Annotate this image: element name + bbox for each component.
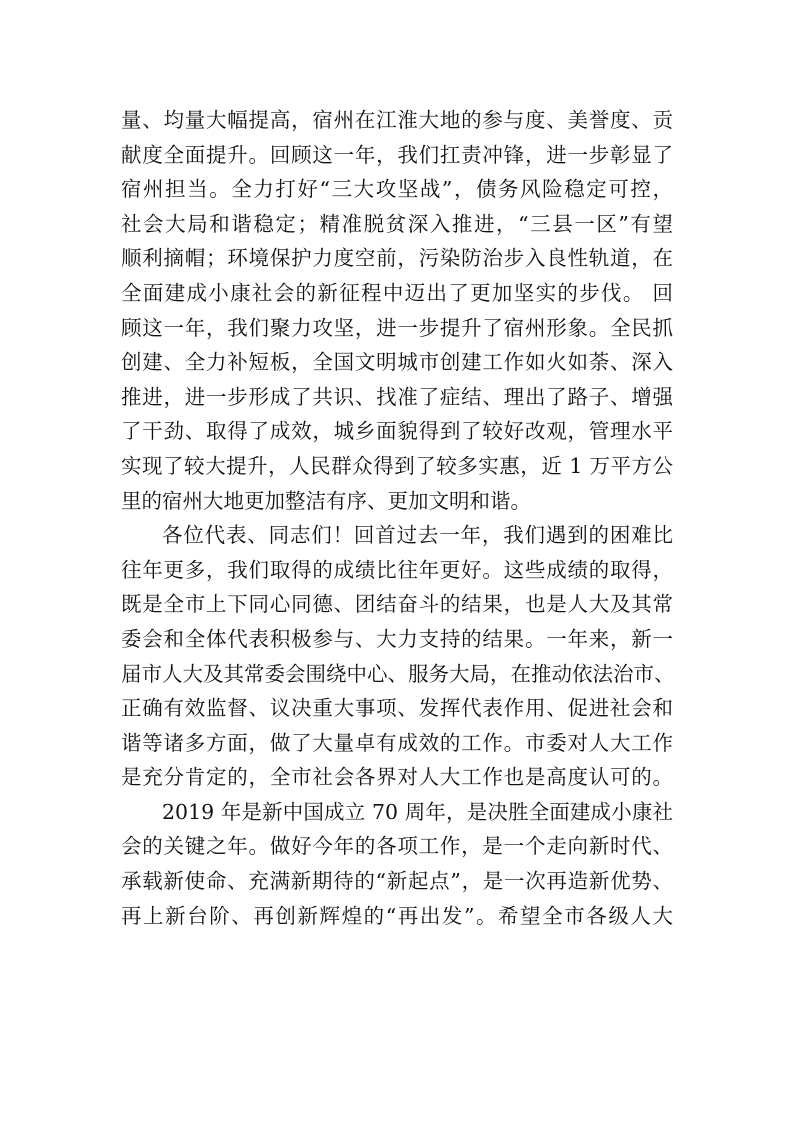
text-line: 届市人大及其常委会围绕中心、服务大局，在推动依法治市、 (121, 661, 675, 686)
text-line: 顺利摘帽；环境保护力度空前，污染防治步入良性轨道，在 (121, 246, 673, 271)
text-line: 委会和全体代表积极参与、大力支持的结果。一年来，新一 (121, 626, 673, 651)
text-line: 是充分肯定的，全市社会各界对人大工作也是高度认可的。 (121, 765, 673, 790)
text-line: 献度全面提升。回顾这一年，我们扛责冲锋，进一步彰显了 (121, 142, 673, 167)
text-line: 往年更多，我们取得的成绩比往年更好。这些成绩的取得， (121, 557, 673, 582)
text-line: 承载新使命、充满新期待的“新起点”，是一次再造新优势、 (121, 869, 673, 894)
text-line: 全面建成小康社会的新征程中迈出了更加坚实的步伐。 回 (121, 280, 673, 305)
text-line: 既是全市上下同心同德、团结奋斗的结果，也是人大及其常 (121, 592, 673, 617)
text-line: 了干劲、取得了成效，城乡面貌得到了较好改观，管理水平 (121, 419, 673, 444)
text-line: 2019 年是新中国成立 70 周年，是决胜全面建成小康社 (162, 799, 673, 824)
text-line: 里的宿州大地更加整洁有序、更加文明和谐。 (121, 488, 531, 513)
text-line: 社会大局和谐稳定；精准脱贫深入推进，“三县一区”有望 (121, 211, 673, 236)
text-line: 再上新台阶、再创新辉煌的“再出发”。希望全市各级人大 (121, 903, 673, 928)
text-line: 各位代表、同志们！回首过去一年，我们遇到的困难比 (162, 523, 673, 548)
text-line: 创建、全力补短板，全国文明城市创建工作如火如荼、深入 (121, 350, 673, 375)
text-line: 谐等诸多方面，做了大量卓有成效的工作。市委对人大工作 (121, 730, 673, 755)
text-line: 量、均量大幅提高，宿州在江淮大地的参与度、美誉度、贡 (121, 108, 673, 132)
text-line: 顾这一年，我们聚力攻坚，进一步提升了宿州形象。全民抓 (121, 315, 673, 340)
text-line: 实现了较大提升，人民群众得到了较多实惠，近 1 万平方公 (121, 453, 673, 478)
text-line: 宿州担当。全力打好“三大攻坚战”，债务风险稳定可控， (121, 177, 673, 202)
text-line: 会的关键之年。做好今年的各项工作，是一个走向新时代、 (121, 834, 673, 859)
text-line: 推进，进一步形成了共识、找准了症结、理出了路子、增强 (121, 384, 673, 409)
text-line: 正确有效监督、议决重大事项、发挥代表作用、促进社会和 (121, 696, 673, 721)
body-text (121, 103, 673, 933)
